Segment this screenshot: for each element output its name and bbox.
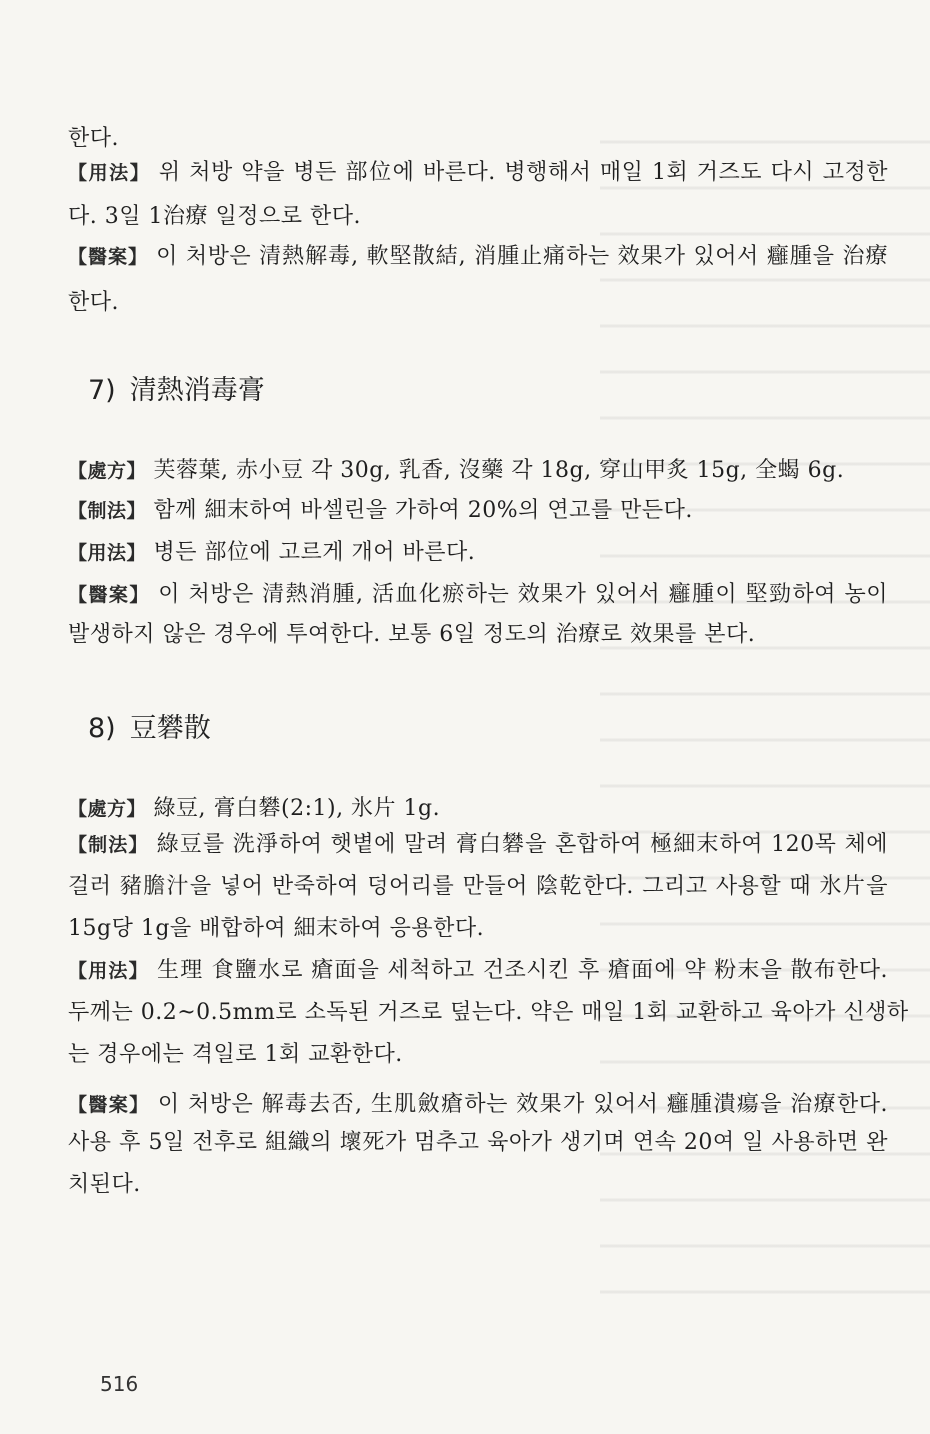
- section-7-usage: [68, 538, 888, 568]
- prescription-text: 芙蓉葉, 赤小豆 각 30g, 乳香, 沒藥 각 18g, 穿山甲炙 15g, 全蝎 6g.: [153, 458, 845, 483]
- section-8-preparation-line-2: 걸러 豬膽汁을 넣어 반죽하여 덩어리를 만들어 陰乾한다. 그리고 사용할 때 氷片을: [68, 874, 888, 899]
- case-tag: 【醫案】: [68, 246, 149, 268]
- block1-case-line-2: 한다.: [68, 290, 119, 315]
- usage-text: 위 처방 약을 병든 部位에 바른다. 병행해서 매일 1회 거즈도 다시 고정한: [158, 160, 888, 185]
- page-number: 516: [100, 1372, 139, 1396]
- usage-tag: 【用法】: [68, 162, 151, 184]
- section-8-number: 8): [88, 713, 116, 744]
- section-7-heading: [88, 374, 265, 408]
- usage-tag: 【用法】: [68, 960, 149, 982]
- section-7-case-line-1: [68, 580, 888, 610]
- section-8-case-line-2: 사용 후 5일 전후로 組織의 壞死가 멈추고 육아가 생기며 연속 20여 일 사용하면 완: [68, 1130, 888, 1155]
- section-8-usage-line-3: 는 경우에는 격일로 1회 교환한다.: [68, 1042, 403, 1067]
- case-tag: 【醫案】: [68, 584, 150, 606]
- preparation-text: 함께 細末하여 바셀린을 가하여 20%의 연고를 만든다.: [153, 498, 693, 523]
- section-8-preparation-line-3: 15g당 1g을 배합하여 細末하여 응용한다.: [68, 916, 485, 941]
- block1-case-line-1: [68, 242, 888, 272]
- section-7-preparation: [68, 496, 888, 526]
- usage-text: 병든 部位에 고르게 개어 바른다.: [153, 540, 476, 565]
- case-text: 이 처방은 清熱解毒, 軟堅散結, 消腫止痛하는 效果가 있어서 癰腫을 治療: [156, 244, 888, 269]
- case-text: 이 처방은 解毒去否, 生肌斂瘡하는 效果가 있어서 癰腫潰瘍을 治療한다.: [157, 1092, 888, 1117]
- section-8-case-line-1: [68, 1090, 888, 1120]
- prescription-text: 綠豆, 膏白礬(2:1), 氷片 1g.: [153, 796, 441, 821]
- usage-tag: 【用法】: [68, 542, 147, 564]
- usage-text: 生理 食鹽水로 瘡面을 세척하고 건조시킨 후 瘡面에 약 粉末을 散布한다.: [157, 958, 888, 983]
- section-7-prescription: [68, 456, 888, 486]
- preparation-text: 綠豆를 洗淨하여 햇볕에 말려 膏白礬을 혼합하여 極細末하여 120목 체에: [156, 832, 888, 857]
- case-tag: 【醫案】: [68, 1094, 150, 1116]
- section-8-title: 豆礬散: [129, 713, 211, 744]
- section-8-preparation-line-1: [68, 830, 888, 860]
- prescription-tag: 【處方】: [68, 798, 147, 820]
- section-7-case-line-2: 발생하지 않은 경우에 투여한다. 보통 6일 정도의 治療로 效果를 본다.: [68, 622, 756, 647]
- section-8-heading: [88, 712, 211, 746]
- section-8-usage-line-1: [68, 956, 888, 986]
- section-7-number: 7): [88, 375, 116, 406]
- preparation-tag: 【制法】: [68, 500, 147, 522]
- block1-usage-line-1: [68, 158, 888, 188]
- section-8-case-line-3: 치된다.: [68, 1172, 141, 1197]
- case-text: 이 처방은 清熱消腫, 活血化瘀하는 效果가 있어서 癰腫이 堅勁하여 농이: [158, 582, 888, 607]
- section-8-prescription: [68, 794, 888, 824]
- prescription-tag: 【處方】: [68, 460, 147, 482]
- section-7-title: 清熱消毒膏: [129, 375, 265, 406]
- block1-usage-line-2: 다. 3일 1治療 일정으로 한다.: [68, 204, 361, 229]
- section-8-usage-line-2: 두께는 0.2~0.5mm로 소독된 거즈로 덮는다. 약은 매일 1회 교환하고 육아가 신생하: [68, 1000, 909, 1025]
- preparation-tag: 【制法】: [68, 834, 149, 856]
- intro-line: 한다.: [68, 126, 119, 151]
